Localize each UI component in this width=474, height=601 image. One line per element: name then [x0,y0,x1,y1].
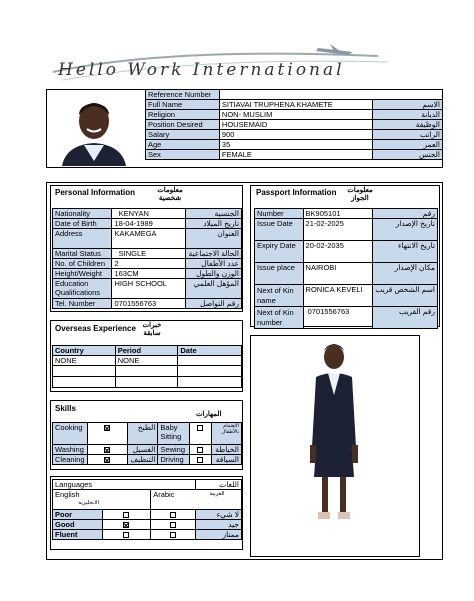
sex-ar: الجنس [373,150,443,160]
languages-title-ar: اللغات [196,480,242,490]
empty-box-icon [123,512,129,518]
address-value: KAKAMEGA [112,229,186,249]
level-good-label: Good [53,520,103,530]
kin-number-label: Next of Kin number [255,307,304,329]
checked-box-icon [104,457,110,463]
overseas-period-header: Period [115,346,178,356]
expiry-date-label: Expiry Date [255,241,304,263]
reference-number-label: Reference Number [146,90,220,100]
level-good-ar: جيد [196,520,242,530]
english-fluent-checkbox[interactable] [102,530,151,540]
expiry-date-value: 20-02-2035 [303,241,373,263]
personal-info-title-ar: معلومات شخصية [157,187,183,202]
issue-place-label: Issue place [255,263,304,285]
arabic-label-ar: العربية [209,491,225,497]
english-good-checkbox[interactable] [102,520,151,530]
full-name-label: Full Name [146,100,220,110]
skill-cleaning-label: Cleaning [53,455,88,465]
age-label: Age [146,140,220,150]
religion-ar: الديانة [373,110,443,120]
tel-value: 0701556763 [112,299,186,309]
skill-babysitting-checkbox[interactable] [189,423,211,445]
english-label: English [55,490,80,499]
skill-driving-checkbox[interactable] [189,455,211,465]
overseas-date-header: Date [178,346,242,356]
religion-label: Religion [146,110,220,120]
empty-box-icon [170,522,176,528]
overseas-title: Overseas Experience [55,324,136,333]
height-weight-value: 163CM [112,269,186,279]
skill-washing-checkbox[interactable] [87,445,128,455]
age-value: 35 [219,140,373,150]
skills-title: Skills [55,404,76,413]
empty-box-icon [170,532,176,538]
level-fluent-ar: ممتاز [196,530,242,540]
salary-label: Salary [146,130,220,140]
position-label: Position Desired [146,120,220,130]
sex-value: FEMALE [219,150,373,160]
passport-info-title-ar: معلومات الجواز [347,187,373,202]
full-name-ar: الاسم [373,100,443,110]
marital-status-label: Marital Status [53,249,112,259]
checked-box-icon [104,447,110,453]
summary-table [145,89,443,160]
age-ar: العمر [373,140,443,150]
kin-number-value: 0701556763 [303,307,373,329]
full-name-value: SITIAVAI TRUPHENA KHAMETE [219,100,373,110]
skill-babysitting-ar: الاهتمام بالأطفال [211,423,241,445]
logo-wordmark: Hello Work International [58,60,345,80]
passport-info-table [254,208,438,329]
arabic-good-checkbox[interactable] [151,520,196,530]
empty-box-icon [197,425,203,431]
skill-sewing-checkbox[interactable] [189,445,211,455]
overseas-cell: NONE [53,356,116,366]
overseas-cell: NONE [115,356,178,366]
height-weight-ar: الوزن والطول [186,269,242,279]
kin-name-label: Next of Kin name [255,285,304,307]
education-value: HIGH SCHOOL [112,279,186,299]
salary-ar: الراتب [373,130,443,140]
issue-date-value: 21-02-2025 [303,219,373,241]
overseas-table [52,345,242,388]
headshot-photo [58,93,130,166]
languages-table [52,479,242,540]
empty-box-icon [170,512,176,518]
spacer [46,182,47,560]
salary-value: 900 [219,130,373,140]
overseas-cell [53,377,116,388]
children-value: 2 [112,259,186,269]
overseas-cell [178,356,242,366]
skill-babysitting-label: Baby Sitting [158,423,189,445]
overseas-cell [115,366,178,377]
skill-washing-label: Washing [53,445,88,455]
address-label: Address [53,229,112,249]
skill-cleaning-checkbox[interactable] [87,455,128,465]
religion-value: NON- MUSLIM [219,110,373,120]
overseas-cell [178,366,242,377]
skill-cooking-checkbox[interactable] [87,423,128,445]
passport-number-ar: رقم [373,209,438,219]
skill-driving-ar: السياقة [211,455,241,465]
level-poor-label: Poor [53,510,103,520]
arabic-label: Arabic [153,490,175,499]
skills-table [52,422,242,465]
nationality-label: Nationality [53,209,112,219]
passport-number-label: Number [255,209,304,219]
height-weight-label: Height/Weight [53,269,112,279]
skill-cooking-ar: الطبخ [128,423,158,445]
tel-ar: رقم التواصل [186,299,242,309]
personal-info-table [52,208,242,309]
empty-box-icon [197,447,203,453]
dob-label: Date of Birth [53,219,112,229]
skill-washing-ar: الغسيل [128,445,158,455]
skills-title-ar: المهارات [196,411,222,418]
kin-name-ar: اسم الشخص قريب [373,285,438,307]
issue-date-ar: تاريخ الإصدار [373,219,438,241]
address-ar: العنوان [186,229,242,249]
marital-status-ar: الحالة الاجتماعية [186,249,242,259]
arabic-fluent-checkbox[interactable] [151,530,196,540]
checked-box-icon [104,425,110,431]
personal-info-title: Personal Information [55,188,136,197]
skill-cooking-label: Cooking [53,423,88,445]
overseas-cell [53,366,116,377]
issue-date-label: Issue Date [255,219,304,241]
checked-box-icon [123,522,129,528]
english-poor-checkbox[interactable] [102,510,151,520]
arabic-header [151,490,242,510]
sex-label: Sex [146,150,220,160]
issue-place-ar: مكان الإصدار [373,263,438,285]
passport-info-title: Passport Information [256,188,337,197]
nationality-ar: الجنسية [186,209,242,219]
languages-title: Languages [53,480,196,490]
dob-ar: تاريخ الميلاد [186,219,242,229]
level-poor-ar: لا شيء [196,510,242,520]
issue-place-value: NAIROBI [303,263,373,285]
overseas-title-ar: خبرات سابقة [142,322,162,337]
skill-cleaning-ar: التنظيف [128,455,158,465]
tel-label: Tel. Number [53,299,112,309]
expiry-date-ar: تاريخ الانتهاء [373,241,438,263]
position-ar: الوظيفة [373,120,443,130]
english-label-ar: الانجليزية [78,500,99,507]
position-value: HOUSEMAID [219,120,373,130]
education-label: Education Qualifications [53,279,112,299]
skill-driving-label: Driving [158,455,189,465]
english-header [53,490,151,510]
level-fluent-label: Fluent [53,530,103,540]
children-label: No. of Children [53,259,112,269]
nationality-value: KENYAN [112,209,186,219]
overseas-country-header: Country [53,346,116,356]
reference-number-value [219,90,442,100]
overseas-cell [178,377,242,388]
marital-status-value: SINGLE [112,249,186,259]
company-logo [48,34,428,84]
children-ar: عدد الأطفال [186,259,242,269]
skill-sewing-label: Sewing [158,445,189,455]
empty-box-icon [197,457,203,463]
kin-number-ar: رقم القريب [373,307,438,329]
arabic-poor-checkbox[interactable] [151,510,196,520]
overseas-cell [115,377,178,388]
skill-sewing-ar: الخياطة [211,445,241,455]
education-ar: المؤهل العلمي [186,279,242,299]
empty-box-icon [123,532,129,538]
kin-name-value: RONICA KEVELI [303,285,373,307]
full-body-photo [252,337,418,555]
passport-number-value: BK905101 [303,209,373,219]
dob-value: 18-04-1989 [112,219,186,229]
